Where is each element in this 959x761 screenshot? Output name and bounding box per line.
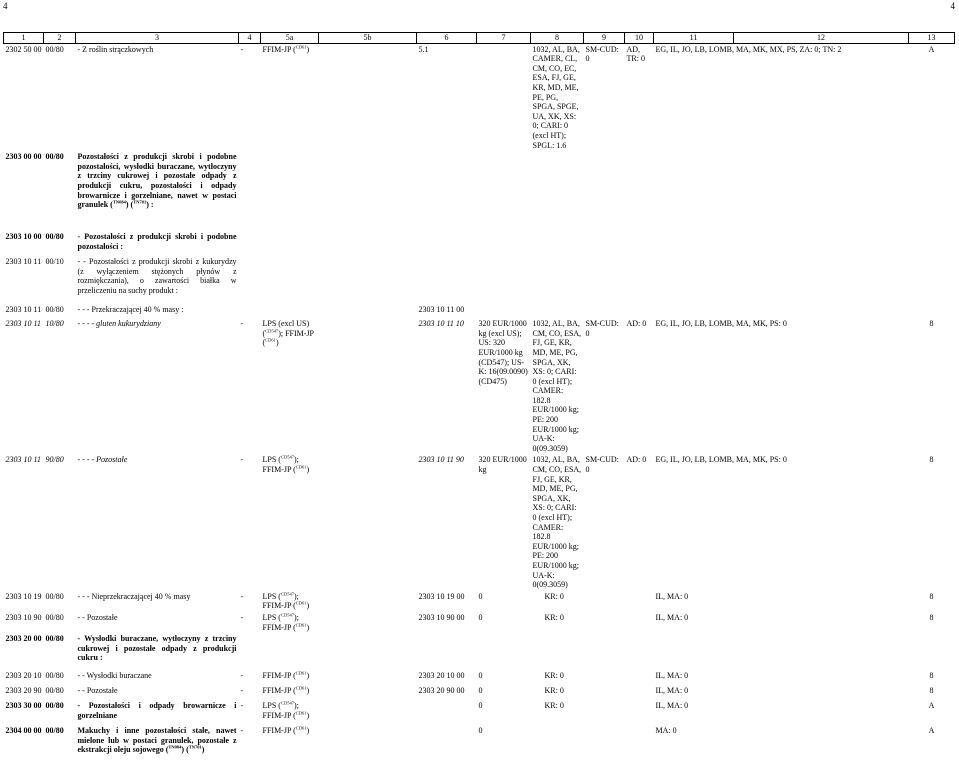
taric-code: [417, 151, 477, 231]
category: [909, 304, 955, 318]
preference-med: [654, 256, 909, 304]
note-reference: TN084: [112, 199, 126, 205]
cn-code: 2303 10 11: [5, 455, 41, 465]
suffix: 00/10: [45, 257, 64, 267]
measures: FFIM-JP ($^{CD61}$): [262, 725, 310, 736]
preference-sm: SM-CUD: 0: [585, 455, 619, 475]
col-4: -: [240, 591, 244, 601]
preference-ad: AD: 0: [626, 455, 647, 465]
column-number: 4: [239, 33, 261, 44]
column-number: 1: [4, 33, 44, 44]
preferences: 1032, AL, BA, CM, CO, ESA, FJ, GE, KR, MD, ME, PG, SPGA, XK, XS: 0; CARI: 0 (excl HT); CAMER: 182.8 EUR/1000 kg; PE: 200 EUR/1000 kg; UA-K: 0(09.3059): [532, 319, 582, 453]
category: A: [928, 44, 935, 54]
col-4: [239, 304, 261, 318]
category: 8: [929, 591, 934, 601]
preferences: 1032, AL, BA, CM, CO, ESA, FJ, GE, KR, MD, ME, PG, SPGA, XK, XS: 0; CARI: 0 (excl HT); CAMER: 182.8 EUR/1000 kg; PE: 200 EUR/1000 kg; UA-K: 0(09.3059): [532, 455, 582, 590]
measures: LPS ($^{CD547}$); FFIM-JP ($^{CD61}$): [262, 591, 310, 611]
preference-med: [654, 151, 909, 231]
note-reference: CD61: [295, 600, 307, 606]
cn-code: 2303 00 00: [5, 152, 42, 162]
cn-code: 2303 20 10: [5, 671, 42, 681]
suffix: 00/80: [45, 671, 64, 681]
measures: [261, 231, 319, 256]
col-5b: [319, 231, 417, 256]
description: - Wysłodki buraczane, wytłoczyny z trzciny cukrowej i pozostałe odpady z produkcji cukru :: [77, 634, 237, 663]
col-5b: [319, 725, 417, 761]
preference-ad: [625, 685, 654, 700]
description: - Z roślin strączkowych: [77, 44, 154, 54]
suffix: 00/80: [45, 591, 64, 601]
cn-code: 2303 10 11: [5, 305, 42, 315]
category: [909, 633, 955, 670]
preference-sm: SM-CUD: 0: [585, 319, 619, 338]
duty-rate: [477, 231, 531, 256]
table-row: [4, 685, 955, 700]
col-4: [239, 231, 261, 256]
preferences: KR: 0: [544, 612, 564, 622]
col-4: -: [240, 455, 244, 465]
taric-code: 2303 10 11 10: [418, 319, 464, 329]
suffix: 00/80: [45, 305, 64, 315]
preferences: [531, 256, 584, 304]
duty-rate: 0: [478, 726, 483, 736]
suffix: 00/80: [45, 152, 64, 162]
tariff-table: [3, 32, 955, 761]
description: - - - Nieprzekraczającej 40 % masy: [77, 591, 191, 601]
preference-sm: SM-CUD: 0: [585, 44, 619, 64]
preferences: [531, 151, 584, 231]
measures: FFIM-JP ($^{CD61}$): [262, 670, 310, 681]
preference-ad: [625, 725, 654, 761]
category: 8: [929, 671, 934, 681]
cn-code: 2303 20 00: [5, 634, 42, 644]
measures: FFIM-JP ($^{CD61}$): [262, 43, 310, 54]
note-reference: TN084: [168, 744, 182, 750]
description: - - - - gluten kukurydziany: [77, 319, 161, 329]
table-row: [4, 151, 955, 231]
preference-med: IL, MA: 0: [655, 591, 689, 601]
col-5b: [319, 256, 417, 304]
note-reference: CD547: [280, 612, 294, 618]
col-4: -: [240, 612, 244, 622]
duty-rate: 0: [478, 686, 483, 696]
cn-code: 2303 10 19: [5, 591, 42, 601]
table-row: [4, 231, 955, 256]
col-5b: [319, 633, 417, 670]
cn-code: 2303 10 00: [5, 232, 42, 242]
preference-med: IL, MA: 0: [655, 701, 689, 711]
duty-rate: [477, 304, 531, 318]
col-4: -: [240, 726, 244, 736]
note-reference: CD61: [295, 685, 307, 691]
note-reference: CD61: [265, 337, 276, 343]
cn-code: 2303 10 11: [5, 319, 41, 329]
description: - Pozostałości i odpady browarnicze i gorzelniane: [77, 701, 237, 720]
preferences: [531, 725, 584, 761]
description: - - Pozostałe: [77, 612, 118, 622]
preference-ad: [625, 670, 654, 685]
category: A: [928, 726, 935, 736]
preference-sm: [584, 591, 625, 612]
table-row: [4, 612, 955, 633]
suffix: 10/80: [45, 319, 64, 329]
preference-ad: [625, 700, 654, 725]
col-4: -: [240, 671, 244, 681]
measures: [261, 256, 319, 304]
column-number: 12: [734, 33, 909, 44]
col-5b: [319, 685, 417, 700]
preference-med: IL, MA: 0: [655, 671, 689, 681]
measures: LPS (excl US) ($^{CD547}$); FFIM-JP ($^{CD61}$): [262, 319, 314, 348]
preference-ad: [625, 304, 654, 318]
column-number: 8: [531, 33, 584, 44]
col-5b: [319, 670, 417, 685]
preference-sm: [584, 700, 625, 725]
description: - - Pozostałe: [77, 686, 118, 696]
note-reference: CD547: [280, 454, 294, 460]
preferences: [531, 231, 584, 256]
preference-sm: [584, 151, 625, 231]
taric-code: 2303 20 90 00: [418, 686, 465, 696]
col-4: [239, 633, 261, 670]
col-5b: [319, 151, 417, 231]
taric-code: [417, 725, 477, 761]
col-4: -: [240, 319, 244, 329]
preference-ad: [625, 231, 654, 256]
col-4: [239, 151, 261, 231]
note-reference: TN701: [133, 199, 147, 205]
column-number-header: [4, 33, 955, 44]
suffix: 00/80: [45, 701, 64, 711]
duty-rate: 0: [478, 612, 483, 622]
category: 8: [929, 455, 934, 465]
column-number: 9: [584, 33, 625, 44]
preference-sm: [584, 231, 625, 256]
duty-rate: 320 EUR/1000 kg (excl US); US: 320 EUR/1000 kg (CD547); US-K: 16(09.0090) (CD475): [478, 319, 528, 386]
taric-code: 5.1: [418, 44, 429, 54]
category: [909, 231, 955, 256]
cn-code: 2303 20 90: [5, 686, 42, 696]
cn-code: 2303 30 00: [5, 701, 42, 711]
taric-code: 2303 10 19 00: [418, 591, 465, 601]
table-row: [4, 591, 955, 612]
page-number-right: 4: [950, 1, 955, 11]
note-reference: TN701: [188, 744, 202, 750]
col-4: [239, 256, 261, 304]
preference-med: EG, IL, JO, LB, LOMB, MA, MK, PS: 0: [655, 455, 787, 465]
cn-code: 2303 10 90: [5, 612, 42, 622]
suffix: 00/80: [45, 232, 64, 242]
column-number: 10: [625, 33, 654, 44]
measures: LPS ($^{CD547}$); FFIM-JP ($^{CD61}$): [262, 700, 310, 720]
column-number: 5b: [319, 33, 417, 44]
preference-sm: [584, 256, 625, 304]
description: - - - Przekraczającej 40 % masy :: [77, 305, 184, 315]
note-reference: CD61: [295, 710, 307, 716]
category: 8: [929, 319, 934, 329]
table-row: [4, 43, 955, 151]
preference-ad: [625, 151, 654, 231]
taric-code: [417, 256, 477, 304]
preference-sm: [584, 685, 625, 700]
preference-med: EG, IL, JO, LB, LOMB, MA, MK, PS: 0: [655, 319, 787, 329]
page-number-left: 4: [3, 1, 8, 11]
preference-ad: [625, 591, 654, 612]
col-5b: [319, 43, 417, 151]
duty-rate: 320 EUR/1000 kg: [478, 455, 527, 475]
description: - - Pozostałości z produkcji skrobi z kukurydzy (z wyłączeniem stężonych płynów z rozmiękczania), o zawartości białka w przeliczeniu na suchy produkt :: [77, 257, 237, 295]
column-number: 5a: [261, 33, 319, 44]
duty-rate: [477, 43, 531, 151]
col-4: -: [240, 701, 244, 711]
preference-sm: [584, 633, 625, 670]
table-row: [4, 633, 955, 670]
table-row: [4, 318, 955, 454]
preferences: KR: 0: [544, 671, 564, 681]
duty-rate: 0: [478, 671, 483, 681]
note-reference: CD61: [295, 43, 307, 49]
category: 8: [929, 612, 934, 622]
column-number: 13: [909, 33, 955, 44]
category: [909, 256, 955, 304]
preference-ad: AD, TR: 0: [626, 44, 645, 64]
cn-code: 2304 00 00: [5, 726, 42, 736]
preferences: KR: 0: [544, 591, 564, 601]
suffix: 00/80: [45, 686, 64, 696]
table-row: [4, 256, 955, 304]
note-reference: CD61: [295, 670, 307, 676]
suffix: 00/80: [45, 634, 64, 644]
category: A: [928, 701, 935, 711]
taric-code: 2303 10 11 90: [418, 455, 464, 465]
duty-rate: [477, 633, 531, 670]
category: 8: [929, 686, 934, 696]
col-5b: [319, 318, 417, 454]
description: Makuchy i inne pozostałości stałe, nawet mielone lub w postaci granulek, pozostałe z ekstrakcji oleju sojowego ($^{TN084}$) ($^{TN701}$): [77, 726, 237, 755]
preference-med: [654, 633, 909, 670]
preference-sm: [584, 304, 625, 318]
measures: LPS ($^{CD547}$); FFIM-JP ($^{CD61}$): [262, 454, 310, 475]
suffix: 00/80: [45, 44, 64, 54]
taric-code: [417, 700, 477, 725]
description: Pozostałości z produkcji skrobi i podobne pozostałości, wysłodki buraczane, wytłoczyny z trzciny cukrowej i pozostałe odpady z produkcji cukru, pozostałości i odpady browarnicze i gorzelniane, nawet w postaci granulek ($^{TN084}$) ($^{TN701}$) :: [77, 152, 237, 210]
preference-med: EG, IL, JO, LB, LOMB, MA, MK, MX, PS, ZA: 0; TN: 2: [655, 44, 842, 54]
measures: LPS ($^{CD547}$); FFIM-JP ($^{CD61}$): [262, 612, 310, 632]
column-number: 2: [44, 33, 76, 44]
preferences: KR: 0: [544, 686, 564, 696]
suffix: 90/80: [45, 455, 64, 465]
taric-code: [417, 231, 477, 256]
duty-rate: 0: [478, 591, 483, 601]
duty-rate: 0: [478, 701, 483, 711]
suffix: 00/80: [45, 726, 64, 736]
col-4: -: [240, 686, 244, 696]
taric-code: [417, 633, 477, 670]
description: - - Wysłodki buraczane: [77, 671, 152, 681]
col-5b: [319, 700, 417, 725]
preferences: KR: 0: [544, 701, 564, 711]
col-5b: [319, 454, 417, 590]
preference-med: [654, 304, 909, 318]
column-number: 7: [477, 33, 531, 44]
table-row: [4, 304, 955, 318]
duty-rate: [477, 151, 531, 231]
preference-ad: [625, 633, 654, 670]
cn-code: 2303 10 11: [5, 257, 42, 267]
column-number: 3: [76, 33, 239, 44]
table-row: [4, 454, 955, 590]
measures: [261, 151, 319, 231]
suffix: 00/80: [45, 612, 64, 622]
preferences: [531, 304, 584, 318]
preference-sm: [584, 725, 625, 761]
cn-code: 2302 50 00: [5, 44, 42, 54]
taric-code: 2303 20 10 00: [418, 671, 465, 681]
preference-sm: [584, 670, 625, 685]
preference-ad: AD: 0: [626, 319, 647, 329]
note-reference: CD547: [265, 328, 279, 334]
taric-code: 2303 10 90 00: [418, 612, 465, 622]
preference-med: IL, MA: 0: [655, 686, 689, 696]
note-reference: CD547: [280, 700, 294, 706]
preference-med: MA: 0: [655, 726, 677, 736]
col-4: -: [240, 44, 244, 54]
preference-sm: [584, 612, 625, 633]
preferences: 1032, AL, BA, CAMER, CL, CM, CO, EC, ESA, FJ, GE, KR, MD, ME, PE, PG, SPGA, SPGE, UA, XK, XS: 0; CARI: 0 (excl HT); SPGL: 1.6: [532, 44, 580, 150]
preferences: [531, 633, 584, 670]
column-number: 11: [654, 33, 734, 44]
col-5b: [319, 591, 417, 612]
col-5b: [319, 304, 417, 318]
description: - Pozostałości z produkcji skrobi i podobne pozostałości :: [77, 232, 237, 251]
preference-med: IL, MA: 0: [655, 612, 689, 622]
note-reference: CD61: [295, 621, 307, 627]
measures: [261, 633, 319, 670]
column-number: 6: [417, 33, 477, 44]
preference-ad: [625, 612, 654, 633]
note-reference: CD547: [280, 591, 294, 597]
duty-rate: [477, 256, 531, 304]
col-5b: [319, 612, 417, 633]
measures: FFIM-JP ($^{CD61}$): [262, 685, 310, 696]
note-reference: CD61: [295, 464, 307, 470]
taric-code: 2303 10 11 00: [418, 305, 465, 315]
preference-ad: [625, 256, 654, 304]
description: - - - - Pozostałe: [77, 455, 128, 465]
preference-med: [654, 231, 909, 256]
category: [909, 151, 955, 231]
table-row: [4, 700, 955, 725]
table-row: [4, 670, 955, 685]
table-row: [4, 725, 955, 761]
note-reference: CD61: [295, 725, 307, 731]
measures: [261, 304, 319, 318]
